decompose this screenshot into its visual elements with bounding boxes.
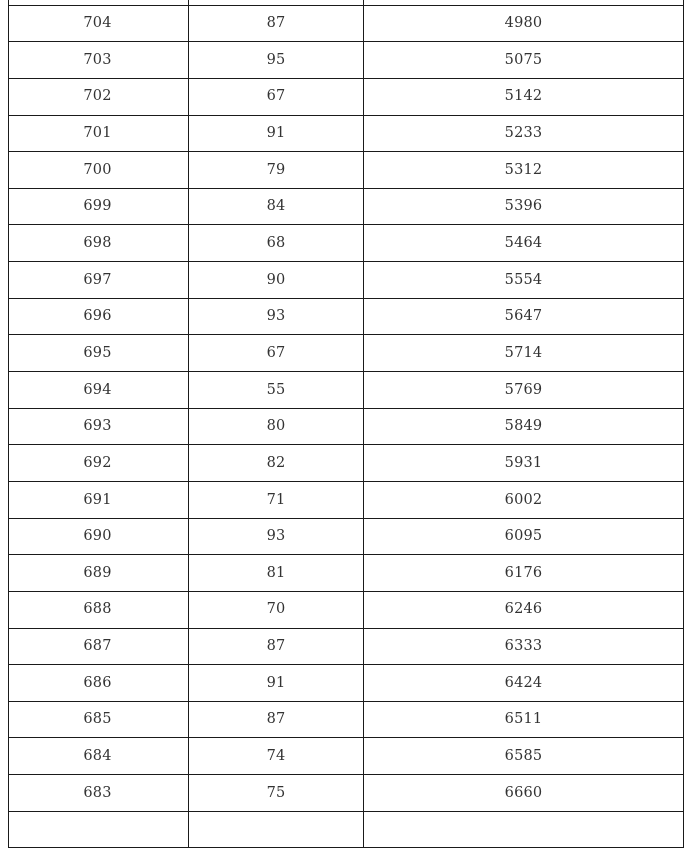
score-cell: 704 [9, 5, 189, 42]
count-cell: 87 [189, 701, 364, 738]
count-cell: 68 [189, 225, 364, 262]
cumulative-cell: 5769 [364, 372, 684, 409]
score-cell: 686 [9, 665, 189, 702]
cumulative-cell: 5396 [364, 188, 684, 225]
table-row [9, 298, 684, 335]
table-row [9, 188, 684, 225]
table-row [9, 42, 684, 79]
count-cell: 93 [189, 298, 364, 335]
table-row [9, 78, 684, 115]
cumulative-cell: 6176 [364, 555, 684, 592]
table-row [9, 262, 684, 299]
score-cell: 701 [9, 115, 189, 152]
count-cell: 95 [189, 42, 364, 79]
cumulative-cell: 6660 [364, 775, 684, 812]
count-cell [189, 811, 364, 848]
score-cell: 697 [9, 262, 189, 299]
table-row [9, 445, 684, 482]
count-cell: 81 [189, 555, 364, 592]
table-row [9, 555, 684, 592]
cumulative-cell: 5554 [364, 262, 684, 299]
cumulative-cell: 6095 [364, 518, 684, 555]
table-row [9, 408, 684, 445]
cumulative-cell: 5931 [364, 445, 684, 482]
count-cell: 87 [189, 5, 364, 42]
count-cell: 74 [189, 738, 364, 775]
score-cell: 693 [9, 408, 189, 445]
score-cell: 700 [9, 152, 189, 189]
score-cell: 687 [9, 628, 189, 665]
table-row [9, 811, 684, 848]
score-cell: 696 [9, 298, 189, 335]
count-cell: 91 [189, 665, 364, 702]
count-cell: 80 [189, 408, 364, 445]
table-row [9, 591, 684, 628]
score-cell: 689 [9, 555, 189, 592]
count-cell: 93 [189, 518, 364, 555]
table-row [9, 335, 684, 372]
count-cell: 67 [189, 335, 364, 372]
cumulative-cell: 5142 [364, 78, 684, 115]
table-row [9, 115, 684, 152]
table-row [9, 518, 684, 555]
table-row [9, 738, 684, 775]
score-cell: 699 [9, 188, 189, 225]
cumulative-cell: 4980 [364, 5, 684, 42]
count-cell: 84 [189, 188, 364, 225]
count-cell: 91 [189, 115, 364, 152]
cumulative-cell: 6246 [364, 591, 684, 628]
score-table [8, 0, 684, 848]
cumulative-cell: 5075 [364, 42, 684, 79]
score-cell: 703 [9, 42, 189, 79]
cumulative-cell [364, 811, 684, 848]
cumulative-cell: 6424 [364, 665, 684, 702]
table-row [9, 225, 684, 262]
table-row [9, 5, 684, 42]
count-cell: 87 [189, 628, 364, 665]
score-cell: 685 [9, 701, 189, 738]
count-cell: 79 [189, 152, 364, 189]
cumulative-cell: 5647 [364, 298, 684, 335]
table-row [9, 775, 684, 812]
count-cell: 70 [189, 591, 364, 628]
count-cell: 71 [189, 481, 364, 518]
score-cell: 698 [9, 225, 189, 262]
score-cell: 702 [9, 78, 189, 115]
score-cell: 683 [9, 775, 189, 812]
score-cell: 684 [9, 738, 189, 775]
count-cell: 75 [189, 775, 364, 812]
table-row [9, 152, 684, 189]
table-row [9, 481, 684, 518]
score-cell: 690 [9, 518, 189, 555]
cumulative-cell: 6511 [364, 701, 684, 738]
cumulative-cell: 5849 [364, 408, 684, 445]
table-row [9, 701, 684, 738]
score-table-container [8, 0, 683, 848]
count-cell: 82 [189, 445, 364, 482]
table-row [9, 665, 684, 702]
score-cell: 695 [9, 335, 189, 372]
score-table-body [9, 0, 684, 848]
cumulative-cell: 5714 [364, 335, 684, 372]
cumulative-cell: 5464 [364, 225, 684, 262]
score-cell: 694 [9, 372, 189, 409]
cumulative-cell: 6333 [364, 628, 684, 665]
score-cell: 688 [9, 591, 189, 628]
cumulative-cell: 6002 [364, 481, 684, 518]
count-cell: 55 [189, 372, 364, 409]
count-cell: 90 [189, 262, 364, 299]
score-cell: 692 [9, 445, 189, 482]
score-cell [9, 811, 189, 848]
count-cell: 67 [189, 78, 364, 115]
table-row [9, 372, 684, 409]
cumulative-cell: 6585 [364, 738, 684, 775]
cumulative-cell: 5233 [364, 115, 684, 152]
table-row [9, 628, 684, 665]
cumulative-cell: 5312 [364, 152, 684, 189]
score-cell: 691 [9, 481, 189, 518]
